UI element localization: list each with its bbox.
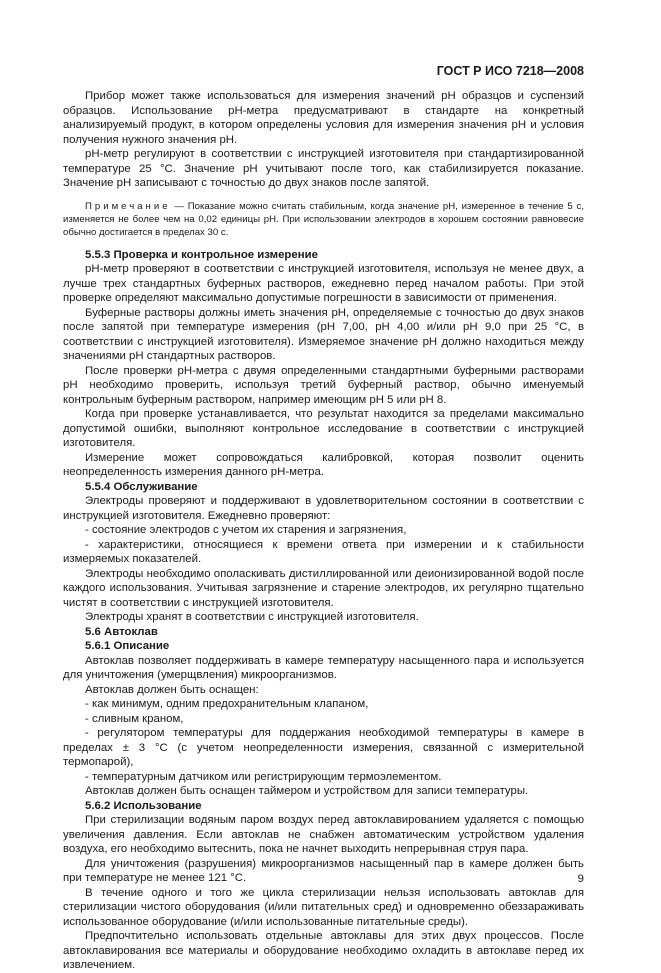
paragraph: Электроды необходимо ополаскивать дистиллированной или деионизированной водой после каждого использования. Учитывая загрязнение и старение электродов, их регулярно тщательно чистят в соответствии с инструкцией изготовителя. xyxy=(63,567,584,609)
paragraph: Прибор может также использоваться для измерения значений pH образцов и суспензий образцов. Использование pH-метра предусматривают в стандарте на конкретный анализируемый продукт, в котором определены условия для измерения значения pH и условия получения нужного значения pH. xyxy=(63,90,584,146)
list-item: - сливным краном, xyxy=(85,712,184,725)
list-item: - регулятором температуры для поддержания необходимой температуры в камере в пределах ± 3 °С (с учетом неопределенности измерения, связанной с измерительной термопарой), xyxy=(63,727,584,768)
section-heading-5-6-2: 5.6.2 Использование xyxy=(85,799,202,812)
paragraph: Для уничтожения (разрушения) микроорганизмов насыщенный пар в камере должен быть при температуре не менее 121 °С. xyxy=(63,857,584,884)
page-body xyxy=(63,89,584,973)
note-label: Примечание xyxy=(85,200,171,212)
paragraph: Автоклав должен быть оснащен таймером и устройством для записи температуры. xyxy=(85,785,529,797)
paragraph: pH-метр регулируют в соответствии с инструкцией изготовителя при стандартизированной температуре 25 °С. Значение pH учитывают после того, как стабилизируется показание. Значение pH записывают с точностью до двух знаков после запятой. xyxy=(63,148,584,189)
section-heading-5-5-3: 5.5.3 Проверка и контрольное измерение xyxy=(85,248,318,261)
paragraph: В течение одного и того же цикла стерилизации нельзя использовать автоклав для стерилизации чистого оборудования (и/или питательных сред) и одновременно обеззараживать использованное оборудование (и/или использованные питательные среды). xyxy=(63,886,584,928)
paragraph: Когда при проверке устанавливается, что результат находится за пределами максимально допустимой ошибки, выполняют контрольное исследование в соответствии с инструкцией изготовителя. xyxy=(63,408,584,449)
list-item: - как минимум, одним предохранительным клапаном, xyxy=(85,698,369,710)
section-heading-5-6: 5.6 Автоклав xyxy=(85,625,158,638)
list-item: - температурным датчиком или регистрирующим термоэлементом. xyxy=(85,770,442,783)
paragraph: Электроды хранят в соответствии с инструкцией изготовителя. xyxy=(85,611,419,623)
list-item: - состояние электродов с учетом их старения и загрязнения, xyxy=(85,524,407,536)
paragraph: Электроды проверяют и поддерживают в удовлетворительном состоянии в соответствии с инструкцией изготовителя. Ежедневно проверяют: xyxy=(63,495,584,522)
section-heading-5-5-4: 5.5.4 Обслуживание xyxy=(85,480,198,493)
paragraph: Буферные растворы должны иметь значения pH, определяемые с точностью до двух знаков после запятой при температуре измерения (pH 7,00, pH 4,00 и/или pH 9,0 при 25 °С, в соответствии с инструкцией изготовителя). Измеряемое значение pH должно находиться между значениями pH стандартных растворов. xyxy=(63,306,584,362)
paragraph: pH-метр проверяют в соответствии с инструкцией изготовителя, используя не менее двух, а лучше трех стандартных буферных растворов, ежедневно перед началом работы. При этой проверке определяют максимально допустимые погрешности в зависимости от применения. xyxy=(63,263,584,304)
list-item: - характеристики, относящиеся к времени ответа при измерении и к стабильности измеряемых показателей. xyxy=(63,538,584,565)
document-header: ГОСТ Р ИСО 7218—2008 xyxy=(436,64,584,78)
paragraph: Измерение может сопровождаться калибровкой, которая позволит оценить неопределенность измерения данного pH-метра. xyxy=(63,451,584,478)
paragraph: После проверки pH-метра с двумя определенными стандартными буферными растворами pH необходимо проверить, используя третий буферный раствор, обычно именуемый контрольным буферным раствором, например имеющим pH 5 или pH 8. xyxy=(63,364,584,406)
paragraph: Автоклав позволяет поддерживать в камере температуру насыщенного пара и используется для уничтожения (умерщвления) микроорганизмов. xyxy=(63,654,584,681)
paragraph: Автоклав должен быть оснащен: xyxy=(85,683,259,696)
page-number: 9 xyxy=(577,873,584,885)
paragraph: При стерилизации водяным паром воздух перед автоклавированием удаляется с помощью увеличения давления. Если автоклав не снабжен автоматическим устройством удаления воздуха, его необходимо вытеснить, пока не начнет выходить непрерывная струя пара. xyxy=(63,814,584,855)
paragraph: Предпочтительно использовать отдельные автоклавы для этих двух процессов. После автоклавирования все материалы и оборудование необходимо охладить в автоклаве перед их извлечением. xyxy=(63,930,584,971)
section-heading-5-6-1: 5.6.1 Описание xyxy=(85,640,170,652)
note-text: — Показание можно считать стабильным, когда значение pH, измеренное в течение 5 с, изменяется не более чем на 0,02 единицы pH. При использовании электродов в хорошем состоянии равновесие обычно достигается в пределах 30 с. xyxy=(63,200,584,238)
note xyxy=(63,200,584,239)
